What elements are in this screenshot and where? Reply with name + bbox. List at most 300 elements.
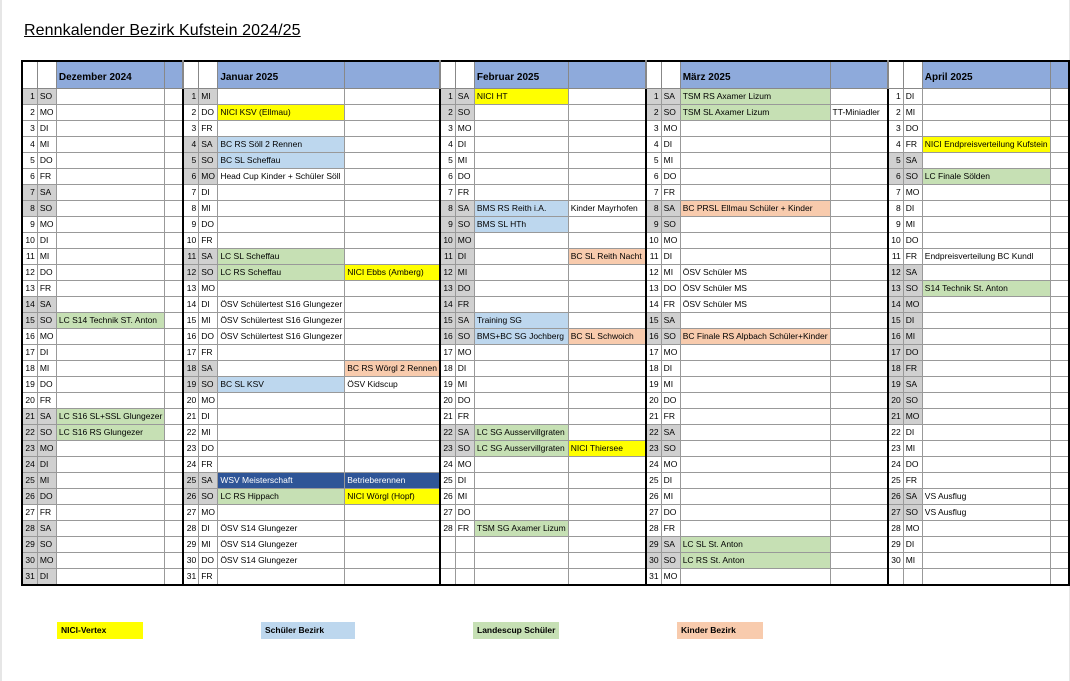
event-cell [218, 120, 345, 136]
day-number: 2 [440, 104, 455, 120]
event-cell [922, 552, 1050, 568]
event-cell [56, 440, 164, 456]
event-cell-secondary: Betrieberennen [345, 472, 440, 488]
event-cell-secondary [1050, 360, 1069, 376]
day-number: 13 [22, 280, 37, 296]
calendar-row [22, 456, 1069, 472]
weekday: SO [903, 504, 922, 520]
event-cell-secondary [568, 280, 646, 296]
event-cell [56, 248, 164, 264]
weekday: DO [37, 152, 56, 168]
event-cell-secondary [165, 440, 184, 456]
event-cell-secondary [345, 440, 440, 456]
weekday [455, 552, 474, 568]
event-cell [56, 264, 164, 280]
event-cell-secondary [568, 344, 646, 360]
weekday: DI [455, 136, 474, 152]
event-cell-secondary [1050, 120, 1069, 136]
weekday: MI [37, 360, 56, 376]
day-number: 18 [440, 360, 455, 376]
day-number: 24 [22, 456, 37, 472]
event-cell-secondary [830, 568, 888, 585]
day-number: 14 [646, 296, 661, 312]
event-cell [680, 344, 830, 360]
day-number: 17 [646, 344, 661, 360]
day-number: 29 [183, 536, 198, 552]
event-cell [218, 504, 345, 520]
day-number: 13 [646, 280, 661, 296]
day-number: 23 [646, 440, 661, 456]
event-cell-secondary [830, 440, 888, 456]
day-number: 1 [888, 88, 903, 104]
day-number: 11 [183, 248, 198, 264]
weekday: DI [199, 296, 218, 312]
day-number: 6 [888, 168, 903, 184]
weekday: FR [199, 568, 218, 585]
event-cell-secondary [345, 296, 440, 312]
event-cell-secondary [568, 376, 646, 392]
event-cell [474, 456, 568, 472]
day-number: 8 [440, 200, 455, 216]
event-cell [474, 344, 568, 360]
event-cell-secondary [568, 520, 646, 536]
day-number: 5 [888, 152, 903, 168]
day-number: 3 [440, 120, 455, 136]
weekday: MI [37, 136, 56, 152]
weekday: SO [661, 216, 680, 232]
event-cell: ÖSV Schülertest S16 Glungezer [218, 296, 345, 312]
event-cell-secondary [345, 312, 440, 328]
event-cell-secondary [830, 360, 888, 376]
legend-item: Schüler Bezirk [261, 622, 355, 639]
event-cell-secondary [830, 136, 888, 152]
event-cell: ÖSV S14 Glungezer [218, 536, 345, 552]
event-cell [474, 360, 568, 376]
event-cell [218, 88, 345, 104]
weekday [903, 568, 922, 585]
weekday: FR [455, 520, 474, 536]
event-cell-secondary [165, 392, 184, 408]
event-cell [922, 88, 1050, 104]
event-cell: BC Finale RS Alpbach Schüler+Kinder [680, 328, 830, 344]
calendar-row [22, 248, 1069, 264]
month-header-row [22, 61, 1069, 88]
event-cell-secondary [165, 472, 184, 488]
event-cell [218, 392, 345, 408]
day-number: 25 [440, 472, 455, 488]
event-cell: LC SL Scheffau [218, 248, 345, 264]
weekday: DO [455, 280, 474, 296]
day-number [440, 536, 455, 552]
event-cell-secondary [830, 536, 888, 552]
event-cell-secondary [830, 488, 888, 504]
calendar-row [22, 552, 1069, 568]
event-cell-secondary [1050, 280, 1069, 296]
event-cell-secondary [345, 328, 440, 344]
legend-item: Landescup Schüler [473, 622, 559, 639]
weekday: MO [661, 120, 680, 136]
event-cell [56, 536, 164, 552]
event-cell [56, 296, 164, 312]
event-cell-secondary: TT-Miniadler [830, 104, 888, 120]
event-cell-secondary [830, 520, 888, 536]
event-cell [474, 248, 568, 264]
calendar-row [22, 312, 1069, 328]
day-number: 14 [22, 296, 37, 312]
event-cell-secondary [568, 296, 646, 312]
header-extra-cell [345, 61, 440, 88]
weekday: FR [199, 120, 218, 136]
weekday: DI [199, 408, 218, 424]
event-cell [680, 472, 830, 488]
weekday: MO [199, 504, 218, 520]
day-number: 20 [22, 392, 37, 408]
event-cell-secondary [165, 488, 184, 504]
weekday: SO [661, 328, 680, 344]
event-cell [474, 120, 568, 136]
event-cell-secondary [568, 312, 646, 328]
weekday: MO [37, 440, 56, 456]
event-cell: LC S16 SL+SSL Glungezer [56, 408, 164, 424]
day-number: 12 [440, 264, 455, 280]
event-cell [680, 488, 830, 504]
day-number: 1 [22, 88, 37, 104]
event-cell-secondary [1050, 520, 1069, 536]
day-number: 30 [22, 552, 37, 568]
weekday: SO [455, 216, 474, 232]
event-cell [680, 568, 830, 585]
weekday: FR [199, 232, 218, 248]
day-number: 17 [183, 344, 198, 360]
weekday: DI [455, 248, 474, 264]
weekday: DO [455, 504, 474, 520]
weekday: DO [37, 488, 56, 504]
event-cell-secondary [1050, 504, 1069, 520]
event-cell [680, 216, 830, 232]
event-cell-secondary: NICI Wörgl (Hopf) [345, 488, 440, 504]
event-cell [922, 184, 1050, 200]
day-number: 21 [888, 408, 903, 424]
event-cell-secondary [165, 520, 184, 536]
day-number: 19 [183, 376, 198, 392]
weekday: MO [455, 344, 474, 360]
event-cell-secondary [568, 552, 646, 568]
day-number: 25 [22, 472, 37, 488]
day-number: 6 [22, 168, 37, 184]
day-number: 10 [22, 232, 37, 248]
event-cell: LC RS Scheffau [218, 264, 345, 280]
day-number: 2 [22, 104, 37, 120]
event-cell-secondary [345, 152, 440, 168]
event-cell-secondary [165, 104, 184, 120]
weekday: SO [903, 280, 922, 296]
weekday: MI [903, 104, 922, 120]
event-cell-secondary [1050, 104, 1069, 120]
day-number: 11 [22, 248, 37, 264]
header-day-number-cell [183, 61, 198, 88]
event-cell-secondary [165, 232, 184, 248]
event-cell-secondary [345, 504, 440, 520]
day-number: 11 [646, 248, 661, 264]
event-cell [922, 376, 1050, 392]
day-number: 11 [888, 248, 903, 264]
event-cell [56, 360, 164, 376]
month-name: März 2025 [680, 61, 830, 88]
day-number: 6 [646, 168, 661, 184]
event-cell [922, 360, 1050, 376]
day-number: 18 [183, 360, 198, 376]
event-cell [474, 104, 568, 120]
event-cell-secondary [165, 312, 184, 328]
weekday: FR [37, 280, 56, 296]
event-cell-secondary [568, 488, 646, 504]
event-cell-secondary [165, 152, 184, 168]
day-number: 2 [646, 104, 661, 120]
event-cell-secondary [568, 152, 646, 168]
event-cell-secondary [830, 248, 888, 264]
event-cell: LC SG Ausservillgraten [474, 440, 568, 456]
day-number: 16 [888, 328, 903, 344]
event-cell: NICI KSV (Ellmau) [218, 104, 345, 120]
event-cell-secondary [1050, 392, 1069, 408]
weekday: MI [903, 216, 922, 232]
event-cell-secondary [345, 168, 440, 184]
weekday: DO [199, 104, 218, 120]
weekday: MI [199, 424, 218, 440]
event-cell [922, 424, 1050, 440]
header-extra-cell [568, 61, 646, 88]
day-number: 3 [646, 120, 661, 136]
day-number: 25 [646, 472, 661, 488]
weekday: MI [199, 312, 218, 328]
day-number: 4 [646, 136, 661, 152]
weekday: FR [199, 344, 218, 360]
event-cell-secondary [165, 424, 184, 440]
event-cell-secondary [568, 88, 646, 104]
day-number: 22 [22, 424, 37, 440]
weekday: SA [455, 312, 474, 328]
event-cell [474, 232, 568, 248]
weekday: SA [37, 408, 56, 424]
day-number: 24 [183, 456, 198, 472]
event-cell-secondary [830, 232, 888, 248]
event-cell-secondary: NICI Ebbs (Amberg) [345, 264, 440, 280]
weekday: MO [903, 408, 922, 424]
event-cell [680, 120, 830, 136]
day-number: 21 [22, 408, 37, 424]
day-number: 16 [646, 328, 661, 344]
event-cell-secondary [165, 296, 184, 312]
day-number: 27 [888, 504, 903, 520]
day-number: 6 [183, 168, 198, 184]
event-cell-secondary [568, 472, 646, 488]
event-cell [56, 552, 164, 568]
event-cell [56, 168, 164, 184]
weekday: DO [199, 328, 218, 344]
weekday: MO [455, 232, 474, 248]
event-cell-secondary [1050, 168, 1069, 184]
event-cell-secondary [830, 296, 888, 312]
event-cell [922, 520, 1050, 536]
event-cell-secondary [1050, 232, 1069, 248]
day-number: 15 [440, 312, 455, 328]
event-cell-secondary [345, 408, 440, 424]
day-number: 7 [646, 184, 661, 200]
event-cell-secondary [345, 552, 440, 568]
day-number: 5 [22, 152, 37, 168]
weekday: DO [199, 440, 218, 456]
weekday: DI [455, 360, 474, 376]
day-number: 17 [888, 344, 903, 360]
day-number: 27 [440, 504, 455, 520]
weekday: SA [199, 472, 218, 488]
event-cell-secondary [568, 504, 646, 520]
event-cell: LC Finale Sölden [922, 168, 1050, 184]
day-number: 5 [440, 152, 455, 168]
weekday: MO [199, 168, 218, 184]
event-cell-secondary [165, 568, 184, 585]
weekday: SO [903, 392, 922, 408]
event-cell [680, 360, 830, 376]
event-cell [56, 232, 164, 248]
weekday: DO [455, 168, 474, 184]
weekday: MI [903, 328, 922, 344]
event-cell-secondary [568, 264, 646, 280]
event-cell: ÖSV Schülertest S16 Glungezer [218, 312, 345, 328]
event-cell [56, 200, 164, 216]
day-number: 9 [888, 216, 903, 232]
day-number: 15 [22, 312, 37, 328]
weekday: MI [455, 488, 474, 504]
event-cell [680, 392, 830, 408]
event-cell-secondary [165, 184, 184, 200]
event-cell-secondary [345, 216, 440, 232]
day-number: 13 [183, 280, 198, 296]
event-cell-secondary [165, 360, 184, 376]
weekday: DO [661, 392, 680, 408]
day-number: 7 [183, 184, 198, 200]
weekday: FR [37, 504, 56, 520]
day-number: 5 [183, 152, 198, 168]
day-number: 30 [888, 552, 903, 568]
day-number: 4 [22, 136, 37, 152]
event-cell-secondary [345, 536, 440, 552]
event-cell [56, 280, 164, 296]
event-cell [680, 152, 830, 168]
weekday: DI [661, 360, 680, 376]
weekday: MI [661, 376, 680, 392]
weekday: DO [903, 232, 922, 248]
month-name: Februar 2025 [474, 61, 568, 88]
event-cell: VS Ausflug [922, 488, 1050, 504]
day-number: 12 [22, 264, 37, 280]
calendar-row [22, 568, 1069, 585]
event-cell: LC SG Ausservillgraten [474, 424, 568, 440]
event-cell-secondary [165, 216, 184, 232]
day-number: 16 [440, 328, 455, 344]
weekday [455, 568, 474, 585]
weekday: SA [903, 152, 922, 168]
day-number: 7 [888, 184, 903, 200]
event-cell-secondary [830, 200, 888, 216]
weekday: SA [903, 376, 922, 392]
event-cell-secondary [1050, 536, 1069, 552]
weekday: FR [903, 136, 922, 152]
weekday: MO [455, 120, 474, 136]
day-number: 3 [22, 120, 37, 136]
weekday: SA [661, 424, 680, 440]
day-number [888, 568, 903, 585]
event-cell-secondary [345, 120, 440, 136]
day-number: 17 [440, 344, 455, 360]
event-cell-secondary [830, 376, 888, 392]
day-number: 23 [183, 440, 198, 456]
day-number: 19 [646, 376, 661, 392]
weekday: MO [37, 104, 56, 120]
event-cell [56, 88, 164, 104]
event-cell-secondary [830, 344, 888, 360]
event-cell: LC SL St. Anton [680, 536, 830, 552]
month-name: Dezember 2024 [56, 61, 164, 88]
weekday: MO [661, 344, 680, 360]
weekday: SO [661, 104, 680, 120]
calendar-row [22, 216, 1069, 232]
day-number: 18 [888, 360, 903, 376]
event-cell [218, 216, 345, 232]
event-cell [922, 104, 1050, 120]
event-cell-secondary: ÖSV Kidscup [345, 376, 440, 392]
day-number: 26 [183, 488, 198, 504]
event-cell-secondary [568, 120, 646, 136]
day-number: 1 [440, 88, 455, 104]
weekday: SA [455, 200, 474, 216]
weekday: DI [903, 312, 922, 328]
weekday: DO [199, 552, 218, 568]
event-cell-secondary: BC RS Wörgl 2 Rennen [345, 360, 440, 376]
event-cell-secondary [1050, 344, 1069, 360]
day-number: 22 [888, 424, 903, 440]
legend-item: NICI-Vertex [57, 622, 143, 639]
event-cell: BC SL Scheffau [218, 152, 345, 168]
weekday: FR [903, 248, 922, 264]
weekday: DI [903, 88, 922, 104]
event-cell [922, 264, 1050, 280]
day-number: 14 [440, 296, 455, 312]
event-cell-secondary [830, 328, 888, 344]
day-number: 26 [22, 488, 37, 504]
event-cell [922, 328, 1050, 344]
weekday: MO [661, 568, 680, 585]
weekday: MO [37, 552, 56, 568]
day-number: 20 [440, 392, 455, 408]
weekday: DO [661, 280, 680, 296]
event-cell [474, 536, 568, 552]
page-title: Rennkalender Bezirk Kufstein 2024/25 [24, 22, 301, 39]
event-cell: NICI HT [474, 88, 568, 104]
weekday: DO [903, 456, 922, 472]
weekday: SA [661, 88, 680, 104]
weekday: MO [455, 456, 474, 472]
weekday: MI [37, 472, 56, 488]
event-cell: LC RS Hippach [218, 488, 345, 504]
calendar-row [22, 328, 1069, 344]
event-cell [922, 440, 1050, 456]
event-cell-secondary [165, 504, 184, 520]
event-cell [922, 296, 1050, 312]
event-cell [922, 392, 1050, 408]
event-cell-secondary [1050, 296, 1069, 312]
calendar-row [22, 392, 1069, 408]
